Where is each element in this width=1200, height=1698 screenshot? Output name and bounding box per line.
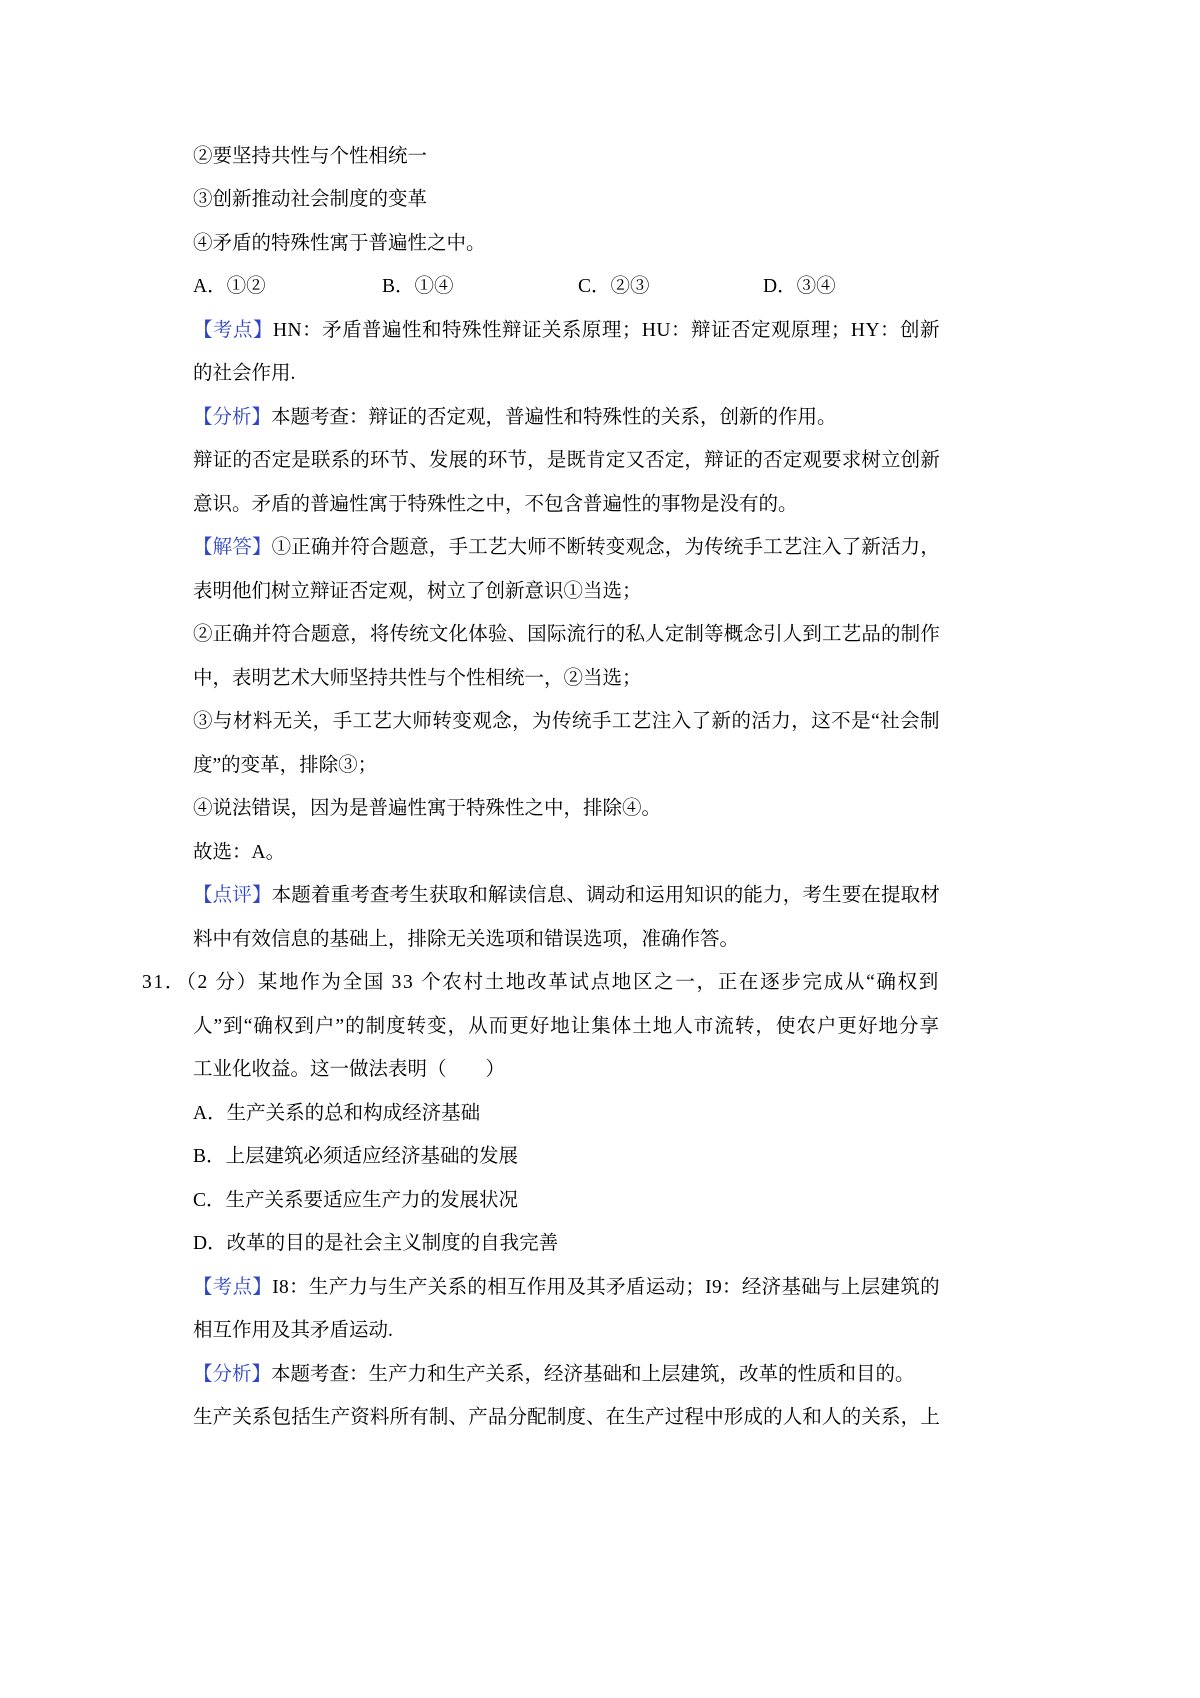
jieda-text: ①正确并符合题意，手工艺大师不断转变观念，为传统手工艺注入了新活力， (271, 537, 940, 558)
jieda-text: 度”的变革，排除③； (193, 755, 378, 776)
q30-jieda-line (193, 666, 642, 692)
q30-choice-a (193, 274, 266, 300)
dianping-text: 本题着重考查考生获取和解读信息、调动和运用知识的能力，考生要在提取材 (271, 885, 940, 906)
q31-stem-line (193, 1014, 940, 1040)
dianping-text: 料中有效信息的基础上，排除无关选项和错误选项，准确作答。 (193, 929, 740, 950)
fenxi-text: 生产关系包括生产资料所有制、产品分配制度、在生产过程中形成的人和人的关系，上 (193, 1407, 940, 1428)
jieda-text: ③与材料无关，手工艺大师转变观念，为传统手工艺注入了新的活力，这不是“社会制 (193, 711, 940, 732)
fenxi-tag: 【分析】 (193, 1364, 272, 1385)
q30-answer-line (193, 840, 285, 866)
jieda-text: ④说法错误，因为是普遍性寓于特殊性之中，排除④。 (193, 798, 662, 819)
kaodian-text: I8：生产力与生产关系的相互作用及其矛盾运动；I9：经济基础与上层建筑的 (272, 1277, 940, 1298)
stem-text: 31．（2 分）某地作为全国 33 个农村土地改革试点地区之一，正在逐步完成从“确权到 (142, 972, 940, 993)
q30-fenxi-line (193, 405, 837, 431)
choice-text: B．①④ (382, 276, 454, 297)
kaodian-tag: 【考点】 (193, 1277, 273, 1298)
choice-text: C．②③ (578, 276, 650, 297)
q31-fenxi-line (193, 1405, 940, 1431)
q30-jieda-line (193, 796, 661, 822)
stem-text: 人”到“确权到户”的制度转变，从而更好地让集体土地人市流转，使农户更好地分享 (193, 1016, 940, 1037)
q30-jieda-line (193, 535, 940, 561)
q30-jieda-line (193, 579, 642, 605)
kaodian-text: 相互作用及其矛盾运动. (193, 1320, 393, 1341)
q30-kaodian-line (193, 318, 940, 344)
q30-fenxi-line (193, 448, 940, 474)
jieda-text: 中，表明艺术大师坚持共性与个性相统一，②当选； (193, 668, 642, 689)
jieda-tag: 【解答】 (193, 537, 272, 558)
option-text: C．生产关系要适应生产力的发展状况 (193, 1190, 519, 1211)
fenxi-text: 辩证的否定是联系的环节、发展的环节，是既肯定又否定，辩证的否定观要求树立创新 (193, 450, 940, 471)
q31-kaodian-line (193, 1275, 940, 1301)
statement-text: ③创新推动社会制度的变革 (193, 189, 428, 210)
q31-option-a (193, 1101, 480, 1127)
fenxi-tag: 【分析】 (193, 407, 272, 428)
fenxi-text: 本题考查：辩证的否定观，普遍性和特殊性的关系，创新的作用。 (271, 407, 837, 428)
dianping-tag: 【点评】 (193, 885, 272, 906)
q31-option-d (193, 1231, 558, 1257)
jieda-text: ②正确并符合题意，将传统文化体验、国际流行的私人定制等概念引人到工艺品的制作 (193, 624, 940, 645)
q31-stem-line (142, 970, 940, 996)
option-text: D．改革的目的是社会主义制度的自我完善 (193, 1233, 559, 1254)
q31-option-b (193, 1144, 518, 1170)
kaodian-text: HN：矛盾普遍性和特殊性辩证关系原理；HU：辩证否定观原理；HY：创新 (272, 320, 940, 341)
q31-fenxi-line (193, 1362, 915, 1388)
q30-jieda-line (193, 753, 377, 779)
q30-dianping-line (193, 927, 739, 953)
stem-text: 工业化收益。这一做法表明（ ） (193, 1059, 506, 1080)
statement-text: ②要坚持共性与个性相统一 (193, 146, 428, 167)
q30-statement-3 (193, 187, 427, 213)
choice-text: A．①② (193, 276, 266, 297)
q30-statement-2 (193, 144, 427, 170)
q30-choice-b (382, 274, 454, 300)
q30-kaodian-line (193, 361, 295, 387)
q30-statement-4 (193, 231, 486, 257)
jieda-text: 表明他们树立辩证否定观，树立了创新意识①当选； (193, 581, 642, 602)
option-text: A．生产关系的总和构成经济基础 (193, 1103, 481, 1124)
q30-jieda-line (193, 622, 940, 648)
q30-choice-c (578, 274, 650, 300)
q30-dianping-line (193, 883, 940, 909)
kaodian-text: 的社会作用. (193, 363, 296, 384)
statement-text: ④矛盾的特殊性寓于普遍性之中。 (193, 233, 486, 254)
fenxi-text: 本题考查：生产力和生产关系，经济基础和上层建筑，改革的性质和目的。 (271, 1364, 915, 1385)
q31-kaodian-line (193, 1318, 393, 1344)
q31-stem-line (193, 1057, 505, 1083)
choice-text: D．③④ (763, 276, 836, 297)
q30-jieda-line (193, 709, 940, 735)
q30-fenxi-line (193, 492, 798, 518)
q31-option-c (193, 1188, 518, 1214)
answer-text: 故选：A。 (193, 842, 286, 863)
q30-choice-d (763, 274, 836, 300)
option-text: B．上层建筑必须适应经济基础的发展 (193, 1146, 519, 1167)
fenxi-text: 意识。矛盾的普遍性寓于特殊性之中，不包含普遍性的事物是没有的。 (193, 494, 798, 515)
kaodian-tag: 【考点】 (193, 320, 273, 341)
